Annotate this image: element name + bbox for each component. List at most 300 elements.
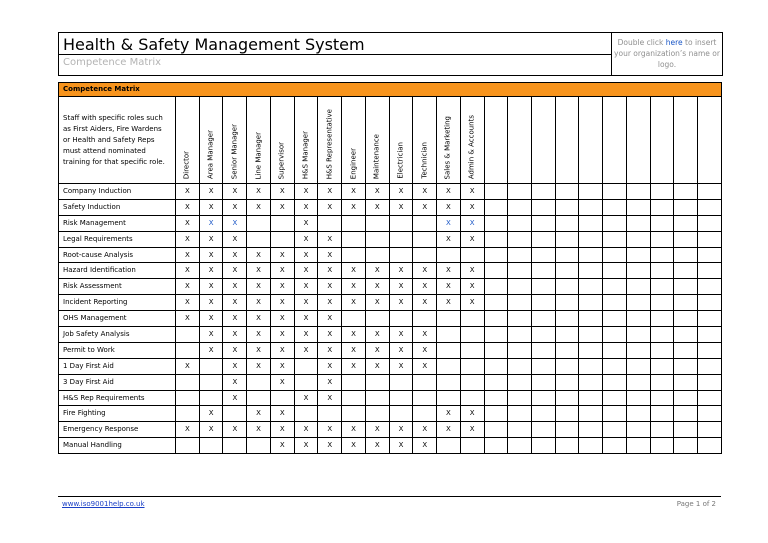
matrix-cell: X xyxy=(176,184,200,200)
matrix-cell xyxy=(532,311,556,327)
role-header-empty xyxy=(579,97,603,184)
matrix-cell: X xyxy=(294,422,318,438)
matrix-cell xyxy=(698,199,722,215)
matrix-cell xyxy=(532,374,556,390)
matrix-cell xyxy=(318,215,342,231)
role-header xyxy=(413,97,437,184)
matrix-cell: X xyxy=(365,422,389,438)
matrix-cell: X xyxy=(342,184,366,200)
table-row xyxy=(59,295,722,311)
matrix-cell xyxy=(698,342,722,358)
role-header-empty xyxy=(532,97,556,184)
matrix-cell xyxy=(555,342,579,358)
logo-text-suffix: to insert your organization’s name or logo. xyxy=(614,38,720,69)
matrix-cell xyxy=(555,279,579,295)
matrix-cell xyxy=(650,422,674,438)
matrix-cell: X xyxy=(342,327,366,343)
matrix-cell: X xyxy=(318,358,342,374)
matrix-cell xyxy=(176,327,200,343)
matrix-cell: X xyxy=(413,422,437,438)
header-divider xyxy=(59,54,611,55)
matrix-cell: X xyxy=(342,199,366,215)
matrix-cell: X xyxy=(270,358,294,374)
matrix-cell xyxy=(247,438,271,454)
matrix-cell xyxy=(389,231,413,247)
matrix-cell: X xyxy=(223,263,247,279)
role-header-label: Electrician xyxy=(396,142,405,179)
matrix-cell xyxy=(650,390,674,406)
matrix-cell xyxy=(603,311,627,327)
matrix-cell: X xyxy=(270,295,294,311)
footer-website-link[interactable]: www.iso9001help.co.uk xyxy=(62,500,145,508)
competence-label: Fire Fighting xyxy=(59,406,176,422)
matrix-cell xyxy=(555,374,579,390)
matrix-cell: X xyxy=(460,231,484,247)
matrix-cell: X xyxy=(270,263,294,279)
matrix-cell: X xyxy=(223,295,247,311)
logo-placeholder[interactable] xyxy=(612,37,722,70)
competence-label: Hazard Identification xyxy=(59,263,176,279)
matrix-cell xyxy=(484,263,508,279)
matrix-cell: X xyxy=(270,342,294,358)
matrix-cell: X xyxy=(389,327,413,343)
matrix-cell xyxy=(555,390,579,406)
matrix-cell xyxy=(460,247,484,263)
matrix-cell: X xyxy=(223,374,247,390)
matrix-cell: X xyxy=(460,422,484,438)
matrix-cell: X xyxy=(270,422,294,438)
matrix-cell xyxy=(626,295,650,311)
matrix-cell xyxy=(365,231,389,247)
matrix-cell xyxy=(176,406,200,422)
competence-label: Safety Induction xyxy=(59,199,176,215)
matrix-cell xyxy=(484,184,508,200)
matrix-cell xyxy=(603,342,627,358)
matrix-cell xyxy=(698,327,722,343)
role-header-label: Maintenance xyxy=(372,133,381,179)
matrix-cell xyxy=(532,199,556,215)
matrix-cell xyxy=(698,263,722,279)
matrix-cell: X xyxy=(270,374,294,390)
competence-label: Incident Reporting xyxy=(59,295,176,311)
matrix-cell xyxy=(698,215,722,231)
matrix-cell xyxy=(579,422,603,438)
matrix-cell: X xyxy=(176,358,200,374)
matrix-cell xyxy=(437,247,461,263)
role-header-empty xyxy=(698,97,722,184)
matrix-cell: X xyxy=(223,199,247,215)
matrix-cell xyxy=(650,263,674,279)
matrix-cell: X xyxy=(437,422,461,438)
matrix-cell xyxy=(294,358,318,374)
matrix-cell xyxy=(460,374,484,390)
matrix-cell: X xyxy=(223,358,247,374)
competence-label: OHS Management xyxy=(59,311,176,327)
matrix-cell xyxy=(413,231,437,247)
role-header-label: Engineer xyxy=(349,147,357,179)
matrix-cell: X xyxy=(413,438,437,454)
matrix-cell: X xyxy=(413,358,437,374)
matrix-cell: X xyxy=(437,263,461,279)
matrix-cell: X xyxy=(318,390,342,406)
matrix-cell xyxy=(389,215,413,231)
matrix-cell xyxy=(555,184,579,200)
matrix-cell xyxy=(342,406,366,422)
matrix-cell xyxy=(318,406,342,422)
matrix-cell xyxy=(626,390,650,406)
matrix-cell xyxy=(413,311,437,327)
matrix-cell: X xyxy=(460,279,484,295)
role-header-label: Senior Manager xyxy=(230,123,239,179)
matrix-cell xyxy=(342,374,366,390)
matrix-cell: X xyxy=(176,247,200,263)
matrix-cell: X xyxy=(318,184,342,200)
matrix-cell: X xyxy=(365,279,389,295)
matrix-cell xyxy=(603,184,627,200)
matrix-cell: X xyxy=(294,295,318,311)
matrix-cell xyxy=(555,358,579,374)
matrix-cell xyxy=(579,279,603,295)
table-row xyxy=(59,422,722,438)
matrix-cell xyxy=(555,438,579,454)
matrix-cell xyxy=(342,390,366,406)
role-header xyxy=(294,97,318,184)
table-row xyxy=(59,231,722,247)
matrix-cell xyxy=(532,215,556,231)
matrix-cell: X xyxy=(437,231,461,247)
table-row xyxy=(59,406,722,422)
matrix-cell xyxy=(342,215,366,231)
matrix-cell: X xyxy=(270,247,294,263)
table-row xyxy=(59,311,722,327)
matrix-cell xyxy=(437,438,461,454)
matrix-cell: X xyxy=(247,327,271,343)
matrix-cell xyxy=(199,438,223,454)
role-header xyxy=(342,97,366,184)
matrix-cell: X xyxy=(176,263,200,279)
matrix-cell: X xyxy=(223,215,247,231)
matrix-cell: X xyxy=(365,199,389,215)
matrix-cell xyxy=(579,231,603,247)
matrix-cell xyxy=(579,215,603,231)
competence-label: Company Induction xyxy=(59,184,176,200)
matrix-cell xyxy=(437,342,461,358)
table-row xyxy=(59,184,722,200)
matrix-cell xyxy=(603,327,627,343)
matrix-cell: X xyxy=(294,279,318,295)
matrix-cell xyxy=(365,390,389,406)
competence-label: Risk Management xyxy=(59,215,176,231)
matrix-cell xyxy=(532,390,556,406)
matrix-cell: X xyxy=(413,295,437,311)
matrix-cell: X xyxy=(199,199,223,215)
matrix-cell xyxy=(294,406,318,422)
matrix-cell: X xyxy=(365,358,389,374)
logo-here-link[interactable]: here xyxy=(665,38,683,47)
matrix-cell xyxy=(389,311,413,327)
matrix-cell: X xyxy=(199,295,223,311)
matrix-cell: X xyxy=(342,358,366,374)
matrix-cell xyxy=(437,327,461,343)
matrix-cell: X xyxy=(247,422,271,438)
matrix-cell xyxy=(650,358,674,374)
matrix-cell xyxy=(650,295,674,311)
matrix-cell xyxy=(532,231,556,247)
matrix-cell: X xyxy=(460,406,484,422)
matrix-cell: X xyxy=(223,279,247,295)
matrix-cell xyxy=(674,422,698,438)
matrix-cell: X xyxy=(342,279,366,295)
matrix-cell xyxy=(342,247,366,263)
matrix-cell xyxy=(460,438,484,454)
matrix-cell: X xyxy=(199,263,223,279)
matrix-cell xyxy=(247,231,271,247)
matrix-cell xyxy=(579,295,603,311)
matrix-cell xyxy=(460,342,484,358)
matrix-cell xyxy=(626,358,650,374)
matrix-cell xyxy=(413,374,437,390)
matrix-cell xyxy=(650,342,674,358)
matrix-cell: X xyxy=(294,215,318,231)
matrix-cell: X xyxy=(199,184,223,200)
matrix-cell: X xyxy=(437,406,461,422)
matrix-cell xyxy=(650,279,674,295)
matrix-cell xyxy=(626,231,650,247)
matrix-cell xyxy=(484,215,508,231)
matrix-cell: X xyxy=(270,438,294,454)
matrix-cell xyxy=(413,247,437,263)
matrix-cell xyxy=(365,374,389,390)
matrix-cell: X xyxy=(223,342,247,358)
matrix-cell: X xyxy=(318,438,342,454)
matrix-cell: X xyxy=(460,215,484,231)
matrix-cell: X xyxy=(437,279,461,295)
matrix-cell xyxy=(626,263,650,279)
matrix-cell xyxy=(626,311,650,327)
matrix-cell xyxy=(626,247,650,263)
role-header xyxy=(223,97,247,184)
matrix-cell xyxy=(579,342,603,358)
matrix-cell xyxy=(270,215,294,231)
matrix-cell xyxy=(698,247,722,263)
matrix-cell: X xyxy=(437,295,461,311)
matrix-cell: X xyxy=(247,342,271,358)
matrix-cell: X xyxy=(223,247,247,263)
matrix-cell: X xyxy=(389,184,413,200)
matrix-cell xyxy=(579,358,603,374)
matrix-cell xyxy=(603,279,627,295)
matrix-cell: X xyxy=(342,422,366,438)
matrix-cell: X xyxy=(247,295,271,311)
matrix-cell xyxy=(674,263,698,279)
matrix-cell xyxy=(508,406,532,422)
matrix-cell: X xyxy=(199,279,223,295)
matrix-cell: X xyxy=(460,184,484,200)
matrix-cell xyxy=(532,327,556,343)
matrix-cell xyxy=(579,311,603,327)
matrix-cell xyxy=(603,247,627,263)
matrix-cell xyxy=(626,199,650,215)
table-row xyxy=(59,263,722,279)
role-header-empty xyxy=(484,97,508,184)
matrix-cell xyxy=(460,358,484,374)
role-header xyxy=(460,97,484,184)
matrix-cell xyxy=(342,311,366,327)
matrix-cell xyxy=(555,231,579,247)
matrix-cell xyxy=(626,342,650,358)
matrix-cell xyxy=(508,342,532,358)
matrix-cell: X xyxy=(270,406,294,422)
matrix-cell xyxy=(674,390,698,406)
matrix-cell xyxy=(603,438,627,454)
matrix-cell xyxy=(413,406,437,422)
matrix-cell xyxy=(674,374,698,390)
matrix-cell: X xyxy=(294,438,318,454)
role-header-label: Director xyxy=(182,150,191,179)
matrix-cell xyxy=(484,295,508,311)
matrix-cell: X xyxy=(247,406,271,422)
matrix-cell xyxy=(176,438,200,454)
competence-label: Risk Assessment xyxy=(59,279,176,295)
matrix-cell xyxy=(626,327,650,343)
matrix-cell: X xyxy=(365,263,389,279)
matrix-cell xyxy=(176,390,200,406)
matrix-cell: X xyxy=(365,295,389,311)
role-header-label: Area Manager xyxy=(206,129,215,179)
matrix-cell xyxy=(508,358,532,374)
matrix-cell xyxy=(698,422,722,438)
matrix-cell xyxy=(532,358,556,374)
matrix-cell: X xyxy=(365,342,389,358)
matrix-cell xyxy=(389,247,413,263)
matrix-cell xyxy=(508,327,532,343)
matrix-cell xyxy=(603,374,627,390)
matrix-cell xyxy=(674,438,698,454)
matrix-cell xyxy=(698,311,722,327)
competence-label: Job Safety Analysis xyxy=(59,327,176,343)
role-header-empty xyxy=(626,97,650,184)
role-header xyxy=(270,97,294,184)
matrix-cell: X xyxy=(413,184,437,200)
matrix-cell xyxy=(389,390,413,406)
matrix-cell: X xyxy=(270,327,294,343)
matrix-cell xyxy=(508,311,532,327)
matrix-cell xyxy=(532,342,556,358)
matrix-cell: X xyxy=(318,247,342,263)
matrix-cell xyxy=(698,406,722,422)
matrix-cell xyxy=(555,215,579,231)
matrix-cell: X xyxy=(294,247,318,263)
matrix-cell: X xyxy=(342,438,366,454)
matrix-cell xyxy=(365,215,389,231)
matrix-cell xyxy=(674,295,698,311)
document-title: Health & Safety Management System xyxy=(63,35,365,54)
matrix-cell: X xyxy=(176,295,200,311)
role-header-empty xyxy=(508,97,532,184)
matrix-cell: X xyxy=(318,231,342,247)
matrix-cell xyxy=(437,311,461,327)
matrix-cell: X xyxy=(176,215,200,231)
matrix-cell xyxy=(508,199,532,215)
matrix-cell xyxy=(650,199,674,215)
matrix-cell: X xyxy=(318,311,342,327)
matrix-cell xyxy=(650,327,674,343)
matrix-cell: X xyxy=(247,184,271,200)
matrix-cell xyxy=(484,342,508,358)
matrix-cell xyxy=(508,263,532,279)
matrix-cell xyxy=(579,263,603,279)
matrix-cell xyxy=(698,374,722,390)
matrix-cell: X xyxy=(223,327,247,343)
matrix-cell xyxy=(674,342,698,358)
matrix-cell xyxy=(626,374,650,390)
matrix-cell xyxy=(674,279,698,295)
matrix-cell: X xyxy=(318,327,342,343)
role-header-empty xyxy=(555,97,579,184)
matrix-cell xyxy=(508,438,532,454)
matrix-cell xyxy=(555,406,579,422)
matrix-cell xyxy=(674,215,698,231)
matrix-cell xyxy=(674,311,698,327)
role-header-label: Line Manager xyxy=(254,131,263,179)
role-header-label: Admin & Accounts xyxy=(467,114,476,179)
matrix-cell xyxy=(532,438,556,454)
matrix-cell: X xyxy=(318,342,342,358)
matrix-cell: X xyxy=(413,327,437,343)
matrix-cell xyxy=(508,279,532,295)
matrix-cell xyxy=(508,247,532,263)
competence-label: H&S Rep Requirements xyxy=(59,390,176,406)
matrix-cell xyxy=(698,390,722,406)
matrix-cell xyxy=(460,390,484,406)
competence-label: 3 Day First Aid xyxy=(59,374,176,390)
matrix-cell: X xyxy=(342,295,366,311)
matrix-cell: X xyxy=(389,263,413,279)
matrix-cell xyxy=(626,279,650,295)
matrix-cell: X xyxy=(389,422,413,438)
matrix-cell xyxy=(484,327,508,343)
matrix-cell xyxy=(579,184,603,200)
matrix-cell xyxy=(342,231,366,247)
competence-label: Emergency Response xyxy=(59,422,176,438)
matrix-title-bar: Competence Matrix xyxy=(59,83,722,97)
document-header xyxy=(58,32,723,76)
matrix-cell: X xyxy=(199,342,223,358)
matrix-cell xyxy=(484,311,508,327)
matrix-cell xyxy=(674,184,698,200)
matrix-cell: X xyxy=(294,342,318,358)
matrix-cell: X xyxy=(318,374,342,390)
matrix-cell xyxy=(698,295,722,311)
matrix-cell xyxy=(626,422,650,438)
matrix-cell: X xyxy=(223,390,247,406)
matrix-cell xyxy=(650,406,674,422)
matrix-cell xyxy=(626,406,650,422)
matrix-cell xyxy=(555,311,579,327)
matrix-cell: X xyxy=(365,184,389,200)
matrix-cell: X xyxy=(223,184,247,200)
matrix-cell: X xyxy=(199,247,223,263)
matrix-cell: X xyxy=(365,438,389,454)
matrix-cell: X xyxy=(294,231,318,247)
matrix-cell: X xyxy=(223,422,247,438)
role-header-empty xyxy=(603,97,627,184)
matrix-cell xyxy=(650,247,674,263)
table-row xyxy=(59,438,722,454)
matrix-cell: X xyxy=(199,231,223,247)
role-header xyxy=(318,97,342,184)
role-header xyxy=(437,97,461,184)
